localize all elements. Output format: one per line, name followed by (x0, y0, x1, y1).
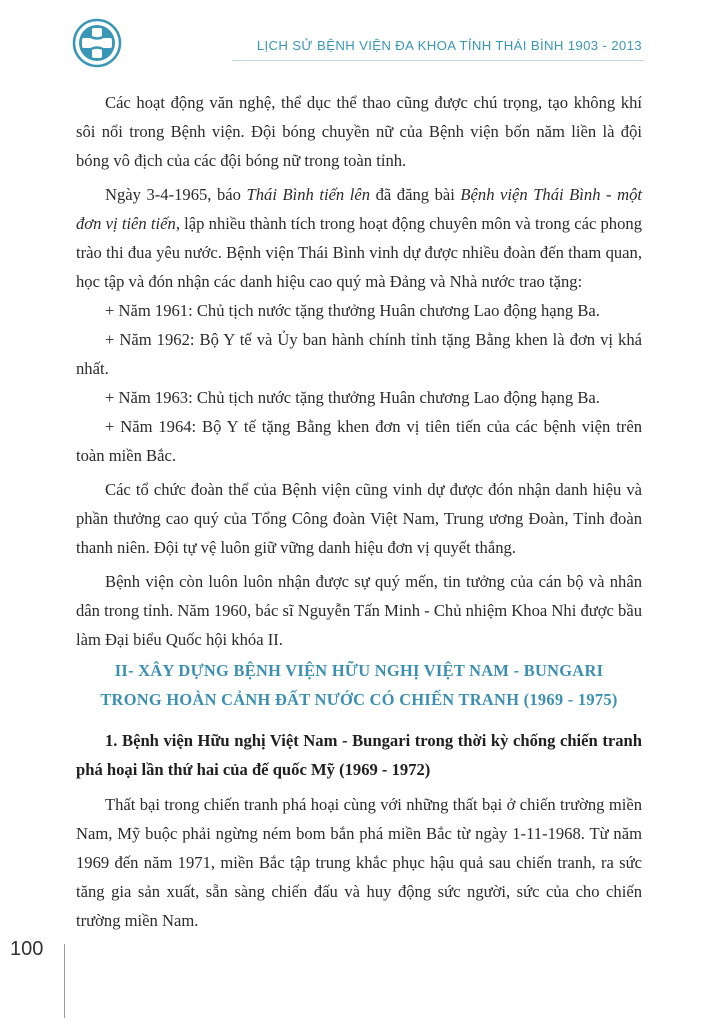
paragraph-trust: Bệnh viện còn luôn luôn nhận được sự quý mến, tin tưởng của cán bộ và nhân dân trong tỉnh. Năm 1960, bác sĩ Nguyễn Tấn Minh - Chủ nhiệm Khoa Nhi được bầu làm Đại biểu Quốc hội khóa II. (76, 572, 642, 649)
award-1964: + Năm 1964: Bộ Y tế tặng Bằng khen đơn vị tiên tiến của các bệnh viện trên toàn miền Bắc. (76, 417, 642, 465)
paragraph-organizations: Các tổ chức đoàn thể của Bệnh viện cũng vinh dự được đón nhận danh hiệu và phần thưởng cao quý của Tổng Công đoàn Việt Nam, Trung ương Đoàn, Tỉnh đoàn thanh niên. Đội tự vệ luôn giữ vững danh hiệu đơn vị quyết thắng. (76, 480, 642, 557)
award-1962: + Năm 1962: Bộ Y tế và Ủy ban hành chính tỉnh tặng Bằng khen là đơn vị khá nhất. (76, 330, 642, 378)
article-title: Bệnh viện Thái Bình - một đơn vị tiên tiến (76, 185, 642, 233)
paragraph-war-aftermath: Thất bại trong chiến tranh phá hoại cùng với những thất bại ở chiến trường miền Nam, Mỹ buộc phải ngừng ném bom bắn phá miền Bắc từ ngày 1-11-1968. Từ năm 1969 đến năm 1971, miền Bắc tập trung khắc phục hậu quả sau chiến tranh, ra sức tăng gia sản xuất, sẵn sàng chiến đấu và huy động sức người, sức của cho chiến trường miền Nam. (76, 795, 642, 930)
paragraph-newspaper-lead: Ngày 3-4-1965, báo (105, 185, 247, 204)
paragraph-newspaper (76, 180, 642, 296)
award-1961: + Năm 1961: Chủ tịch nước tặng thưởng Huân chương Lao động hạng Ba. (105, 301, 600, 320)
paragraph-activities: Các hoạt động văn nghệ, thể dục thể thao cũng được chú trọng, tạo không khí sôi nổi trong Bệnh viện. Đội bóng chuyền nữ của Bệnh viện bốn năm liền là đội bóng vô địch của các đội bóng nữ trong toàn tỉnh. (76, 93, 642, 170)
running-header-title: LỊCH SỬ BỆNH VIỆN ĐA KHOA TỈNH THÁI BÌNH 1903 - 2013 (256, 38, 642, 53)
section-heading (76, 656, 642, 714)
page-number: 100 (10, 938, 44, 960)
body-text-block-1 (76, 88, 642, 654)
newspaper-name: Thái Bình tiến lên (246, 185, 371, 204)
paragraph-newspaper-mid: đã đăng bài (370, 185, 461, 204)
subsection-heading: 1. Bệnh viện Hữu nghị Việt Nam - Bungari trong thời kỳ chống chiến tranh phá hoại lần thứ hai của đế quốc Mỹ (1969 - 1972) (76, 731, 642, 779)
award-1963: + Năm 1963: Chủ tịch nước tặng thưởng Huân chương Lao động hạng Ba. (105, 388, 600, 407)
header-divider (232, 60, 644, 61)
paragraph-newspaper-rest: , lập nhiều thành tích trong hoạt động chuyên môn và trong các phong trào thi đua yêu nước. Bệnh viện Thái Bình vinh dự được nhiều đoàn đến tham quan, học tập và đón nhận các danh hiệu cao quý mà Đảng và Nhà nước trao tặng: (76, 214, 642, 291)
footer-divider (64, 944, 65, 1018)
section-heading-line-1: II- XÂY DỰNG BỆNH VIỆN HỮU NGHỊ VIỆT NAM - BUNGARI (114, 661, 604, 680)
section-heading-line-2: TRONG HOÀN CẢNH ĐẤT NƯỚC CÓ CHIẾN TRANH (1969 - 1975) (100, 690, 618, 709)
hospital-cross-logo-icon (72, 18, 122, 68)
body-text-block-2 (76, 790, 642, 935)
